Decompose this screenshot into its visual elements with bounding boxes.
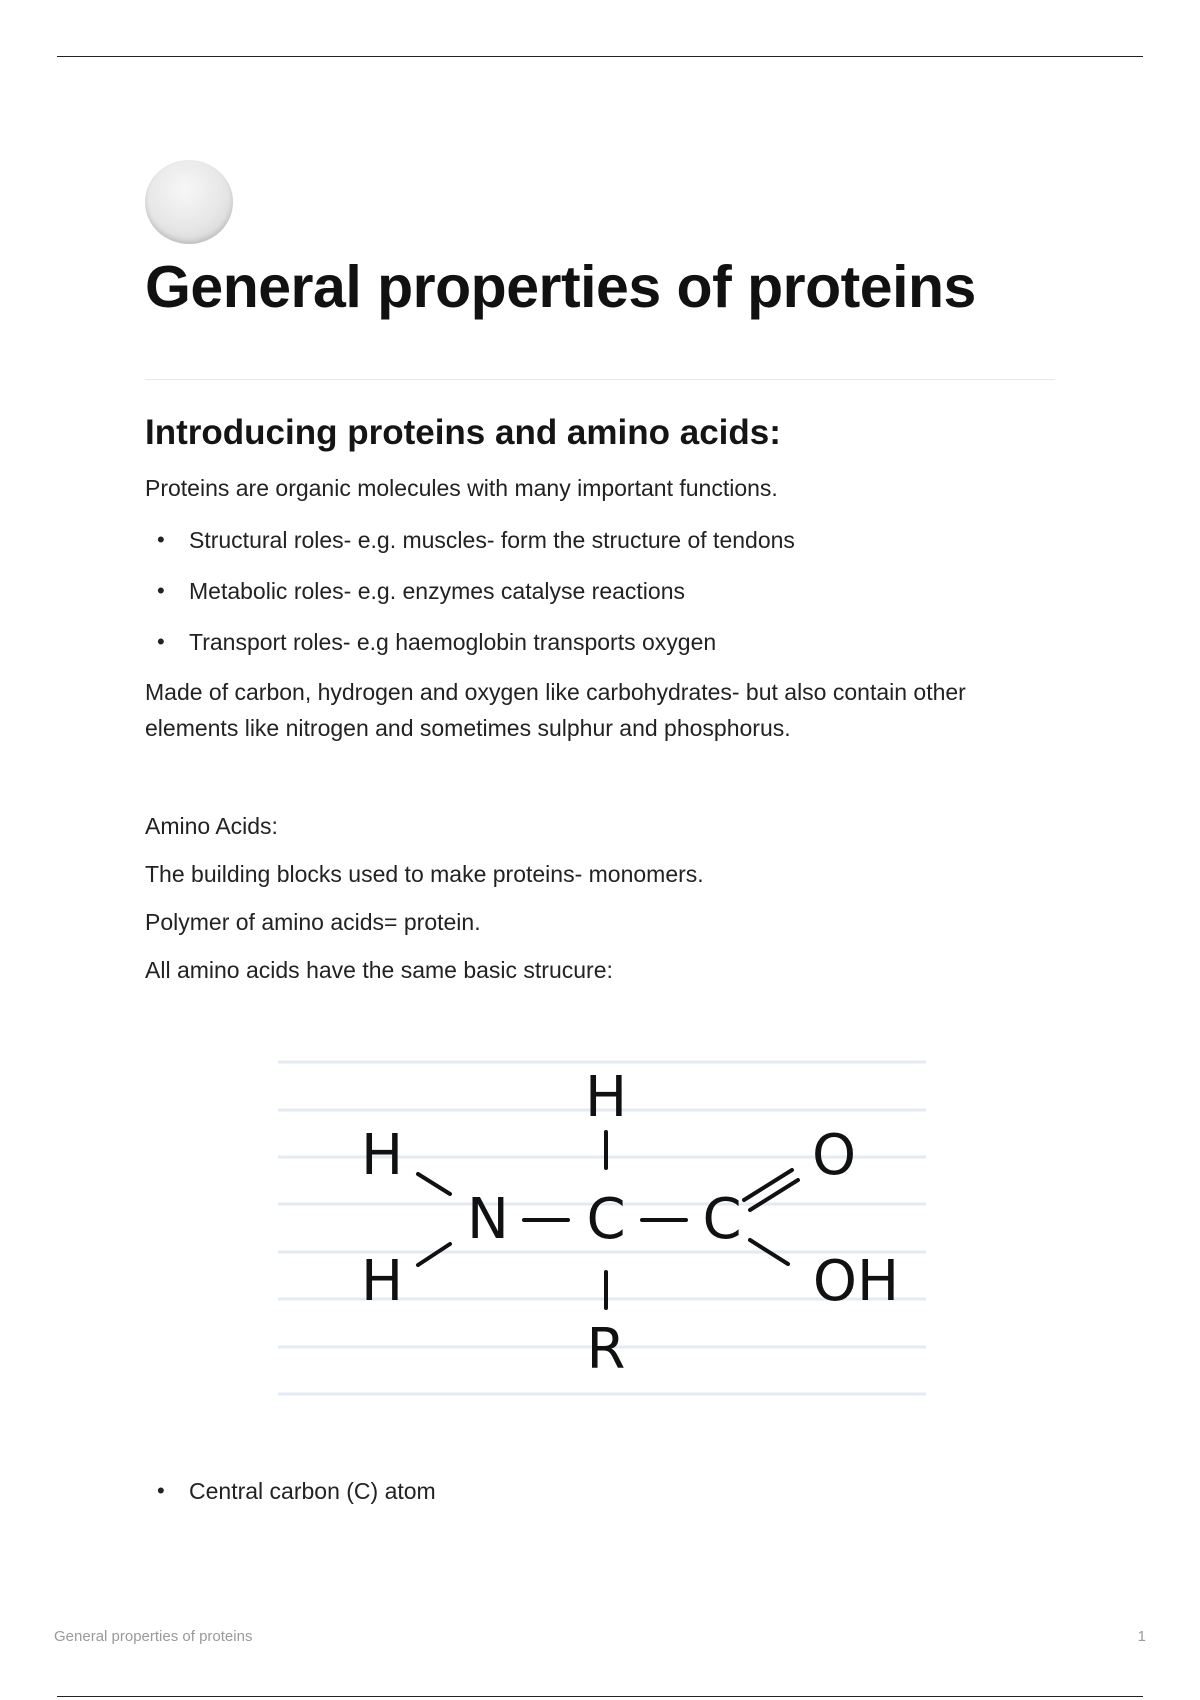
bond-h-n-lower <box>418 1244 450 1265</box>
structure-list <box>145 1473 436 1524</box>
page-title: General properties of proteins <box>145 254 976 320</box>
atom-h-amine-upper: H <box>360 1123 404 1188</box>
amino-line-structure: All amino acids have the same basic strucure: <box>145 957 613 983</box>
title-divider <box>145 379 1055 380</box>
page-icon <box>145 160 233 244</box>
amino-acids-label: Amino Acids: <box>145 813 278 839</box>
footer-title: General properties of proteins <box>54 1628 253 1645</box>
list-item: • Structural roles- e.g. muscles- form the structure of tendons <box>145 522 795 573</box>
list-item: • Metabolic roles- e.g. enzymes catalyse reactions <box>145 573 795 624</box>
top-rule <box>57 56 1143 57</box>
atom-n: N <box>467 1187 509 1252</box>
intro-paragraph: Proteins are organic molecules with many important functions. <box>145 475 778 501</box>
list-item: • Central carbon (C) atom <box>145 1473 436 1524</box>
page-number: 1 <box>1137 1628 1146 1645</box>
amino-line-polymer: Polymer of amino acids= protein. <box>145 909 481 935</box>
bond-c-o-double-1 <box>744 1170 792 1200</box>
bottom-rule <box>57 1696 1143 1697</box>
amino-line-monomers: The building blocks used to make proteins- monomers. <box>145 861 704 887</box>
atom-r: R <box>586 1317 626 1382</box>
atom-oh: OH <box>812 1249 900 1314</box>
atom-c-alpha: C <box>586 1187 626 1252</box>
roles-list <box>145 522 795 675</box>
atom-h-top: H <box>584 1065 628 1130</box>
bond-h-n-upper <box>418 1174 450 1194</box>
section-heading: Introducing proteins and amino acids: <box>145 413 781 452</box>
amino-acid-structure-diagram <box>278 1050 926 1400</box>
composition-paragraph: Made of carbon, hydrogen and oxygen like carbohydrates- but also contain other elements like nitrogen and sometimes sulphur and phosphorus. <box>145 679 966 741</box>
atom-o: O <box>811 1123 857 1188</box>
atom-c-carboxyl: C <box>702 1187 742 1252</box>
list-item: • Transport roles- e.g haemoglobin transports oxygen <box>145 624 795 675</box>
atom-h-amine-lower: H <box>360 1249 404 1314</box>
